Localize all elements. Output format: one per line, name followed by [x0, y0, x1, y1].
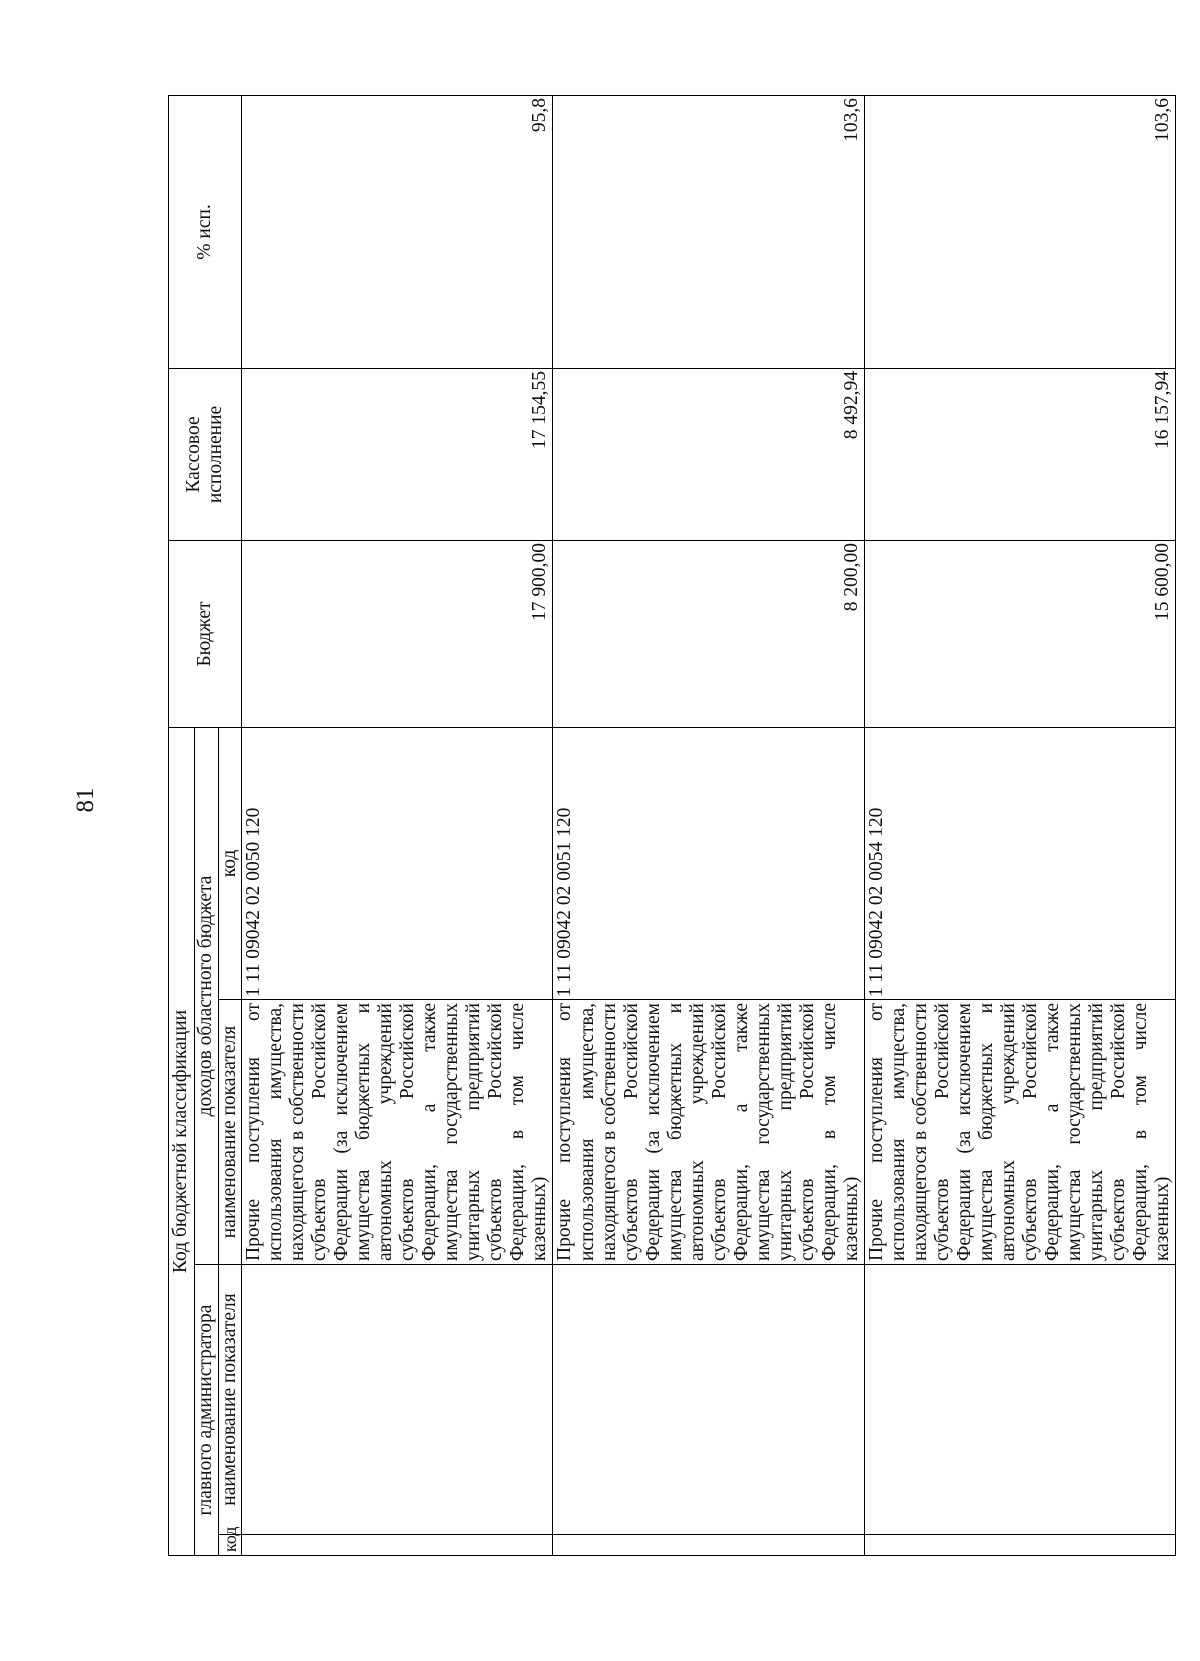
- header-rev-code: код: [219, 727, 242, 999]
- percent-cell: 95,8: [242, 95, 553, 368]
- page-number: 81: [72, 787, 99, 813]
- code-cell: 1 11 09042 02 0054 120: [864, 727, 1175, 999]
- execution-cell: 17 154,55: [242, 368, 553, 540]
- admin-name-cell: [864, 1265, 1175, 1535]
- name-cell: Прочие поступления от использования имущества, находящегося в собственности субъектов Российской Федерации (за исключением имущества бюджетных и автономных учреждений субъектов Российской Федерации, а также имущества государственных унитарных предприятий субъектов Российской Федерации, в том числе казенных): [553, 1000, 864, 1265]
- header-percent: % исп.: [169, 95, 242, 368]
- budget-cell: 15 600,00: [864, 540, 1175, 727]
- budget-cell: 8 200,00: [553, 540, 864, 727]
- execution-cell: 8 492,94: [553, 368, 864, 540]
- admin-name-cell: [553, 1265, 864, 1535]
- header-admin-group: главного администратора: [195, 1265, 219, 1556]
- header-admin-code: код: [219, 1535, 242, 1556]
- header-execution: Кассовое исполнение: [169, 368, 242, 540]
- name-cell: Прочие поступления от использования имущества, находящегося в собственности субъектов Российской Федерации (за исключением имущества бюджетных и автономных учреждений субъектов Российской Федерации, а также имущества государственных унитарных предприятий субъектов Российской Федерации, в том числе казенных): [864, 1000, 1175, 1265]
- admin-name-cell: [242, 1265, 553, 1535]
- header-row-1: [169, 95, 195, 1555]
- admin-code-cell: [864, 1535, 1175, 1556]
- percent-cell: 103,6: [553, 95, 864, 368]
- budget-table: [168, 95, 1176, 1556]
- table-row: [242, 95, 553, 1555]
- header-name: наименование показателя: [219, 1000, 242, 1265]
- budget-cell: 17 900,00: [242, 540, 553, 727]
- table-row: [553, 95, 864, 1555]
- execution-cell: 16 157,94: [864, 368, 1175, 540]
- code-cell: 1 11 09042 02 0050 120: [242, 727, 553, 999]
- header-budget: Бюджет: [169, 540, 242, 727]
- header-classification: Код бюджетной классификации: [169, 727, 195, 1555]
- percent-cell: 103,6: [864, 95, 1175, 368]
- code-cell: 1 11 09042 02 0051 120: [553, 727, 864, 999]
- admin-code-cell: [242, 1535, 553, 1556]
- name-cell: Прочие поступления от использования имущества, находящегося в собственности субъектов Российской Федерации (за исключением имущества бюджетных и автономных учреждений субъектов Российской Федерации, а также имущества государственных унитарных предприятий субъектов Российской Федерации, в том числе казенных): [242, 1000, 553, 1265]
- header-admin-name: наименование показателя: [219, 1265, 242, 1535]
- table-row: [864, 95, 1175, 1555]
- header-revenue-group: доходов областного бюджета: [195, 727, 219, 1264]
- admin-code-cell: [553, 1535, 864, 1556]
- rotated-page: [168, 96, 1174, 1556]
